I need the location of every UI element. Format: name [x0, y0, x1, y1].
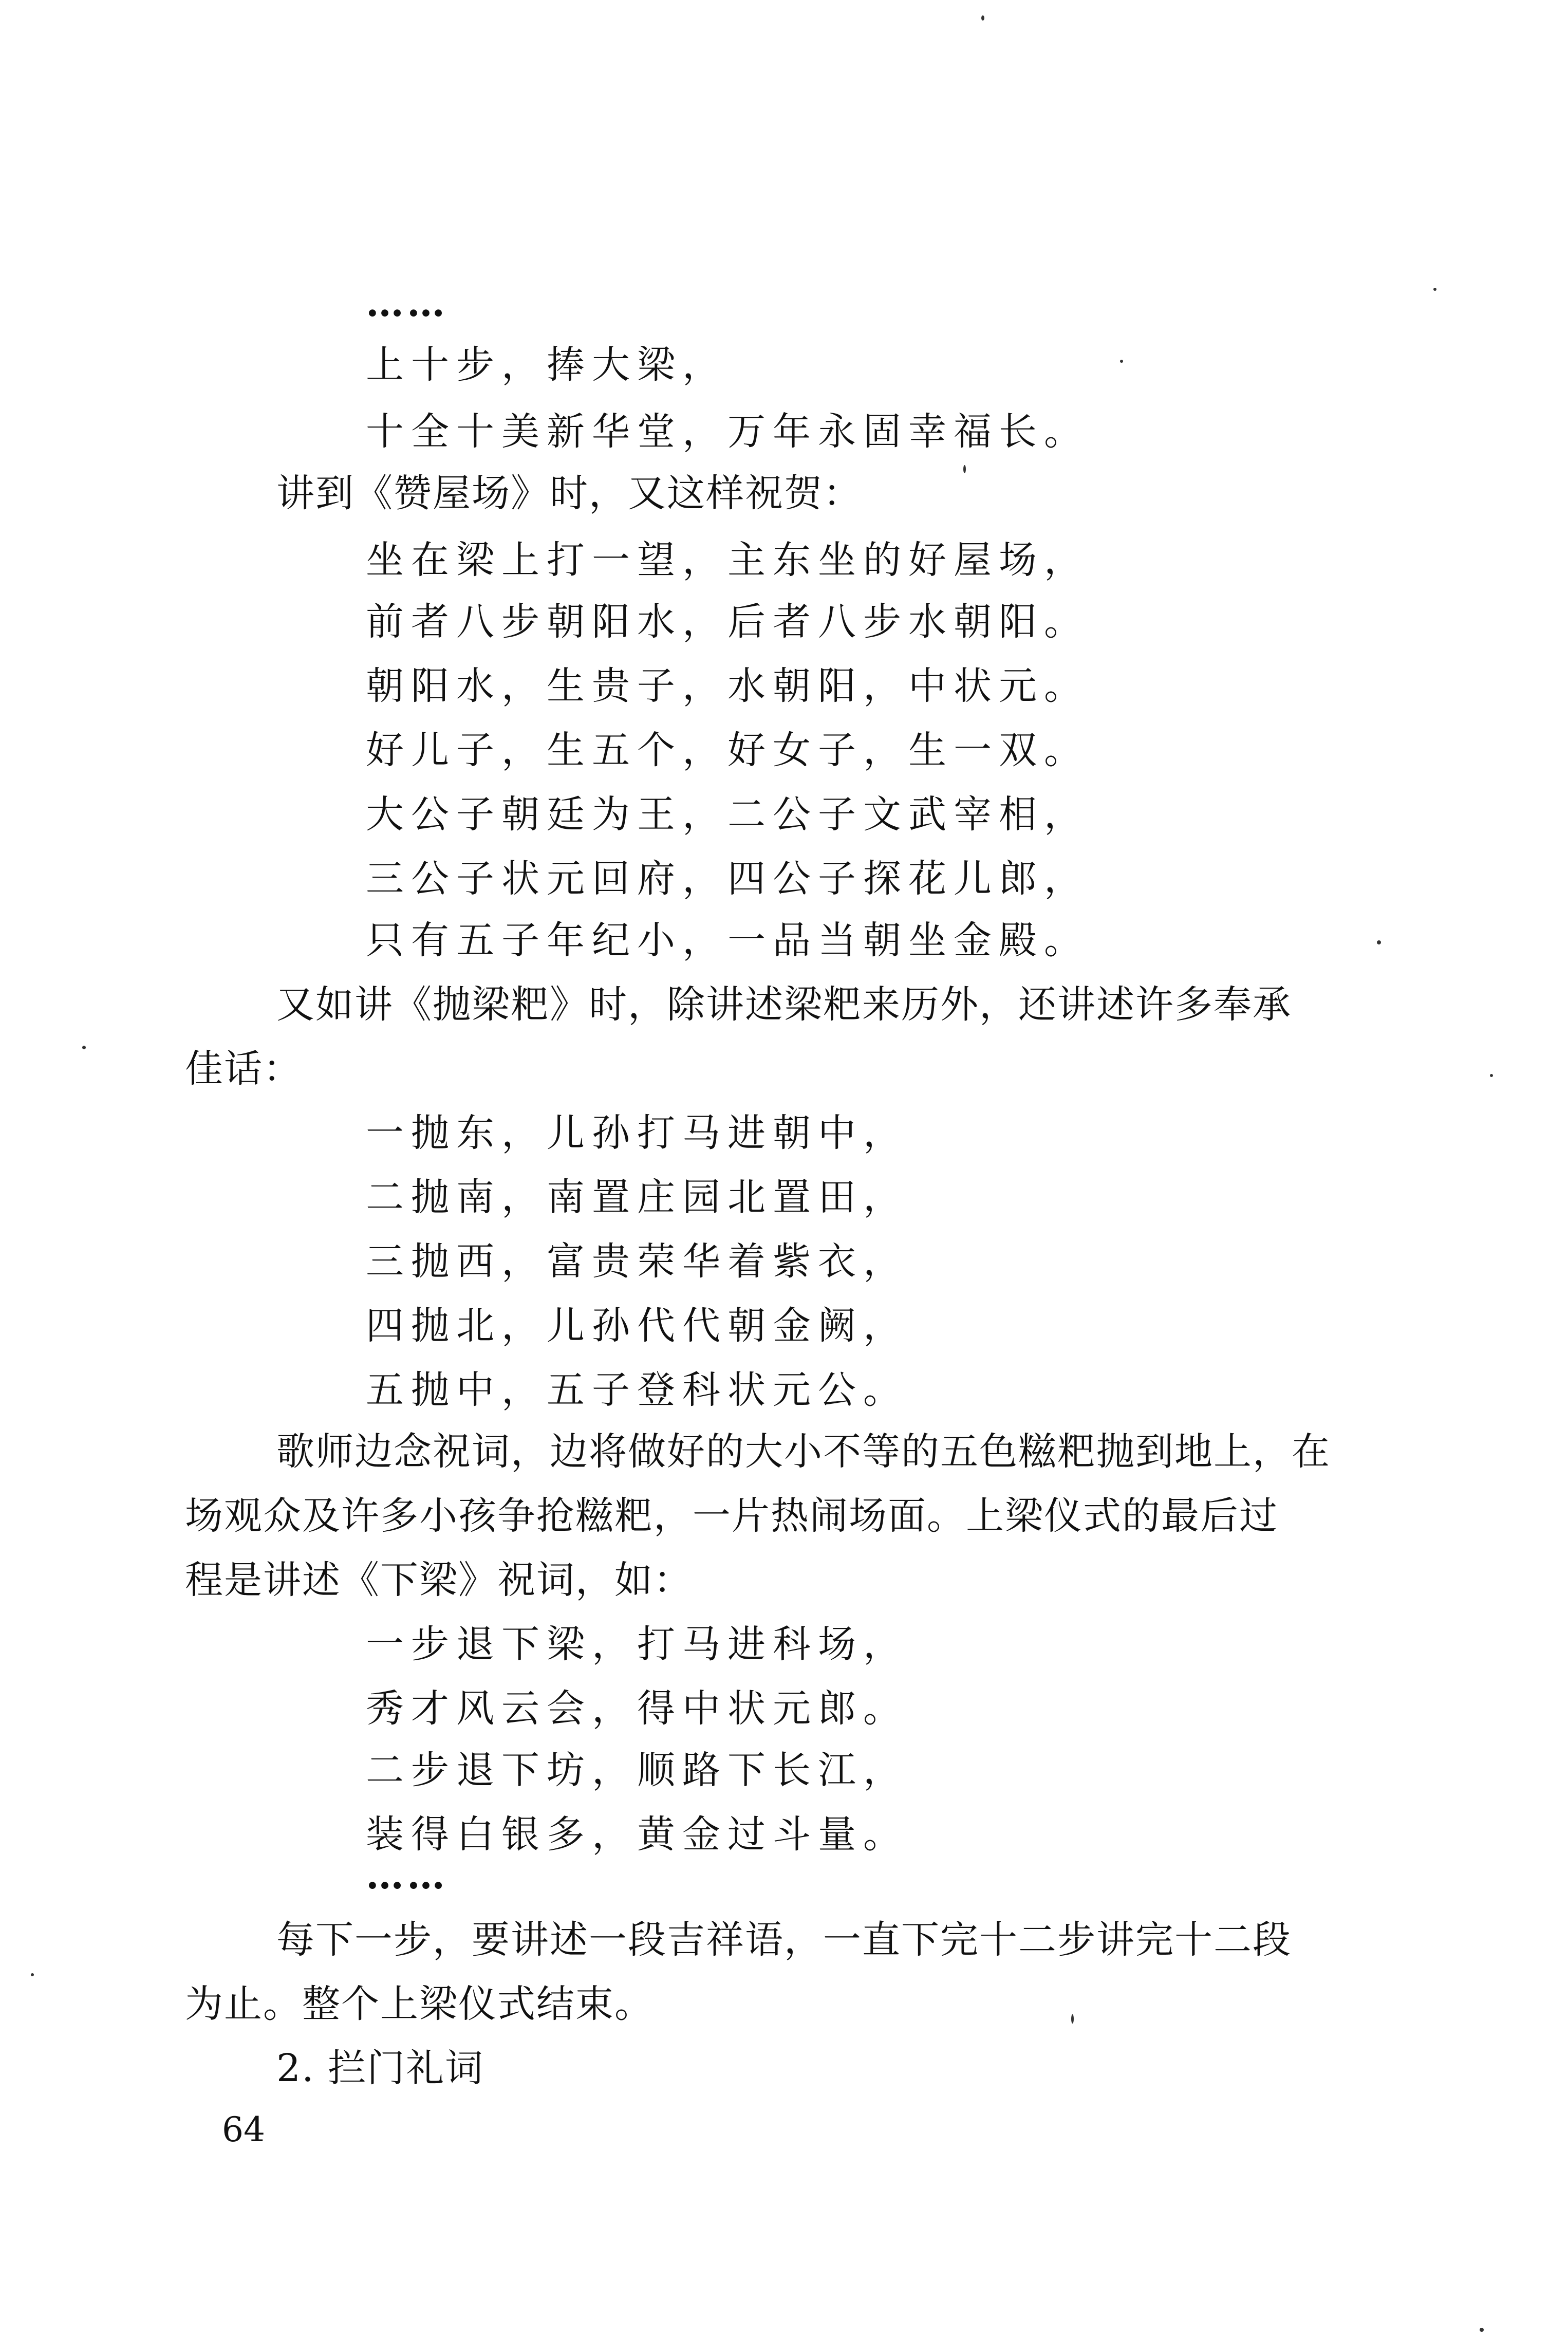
scan-speck: [1480, 2328, 1484, 2332]
scan-speck: [1071, 2014, 1074, 2024]
verse-line: 四抛北，儿孙代代朝金阙，: [366, 1304, 908, 1348]
section-heading: 2. 拦门礼词: [276, 2046, 484, 2090]
scan-speck: [1377, 940, 1381, 944]
paragraph-line: 歌师边念祝词，边将做好的大小不等的五色糍粑抛到地上，在: [276, 1430, 1331, 1474]
verse-line: 只有五子年纪小，一品当朝坐金殿。: [366, 918, 1089, 962]
verse-line: 朝阳水，生贵子，水朝阳，中状元。: [366, 664, 1089, 708]
scan-speck: [1120, 360, 1123, 363]
scan-speck: [82, 1046, 86, 1049]
ellipsis-bottom: ……: [366, 1853, 448, 1898]
verse-line: 秀才风云会，得中状元郎。: [366, 1686, 908, 1731]
verse-line: 好儿子，生五个，好女子，生一双。: [366, 728, 1089, 772]
paragraph-line: 又如讲《抛梁粑》时，除讲述梁粑来历外，还讲述许多奉承: [276, 982, 1292, 1027]
scan-speck: [1490, 1074, 1493, 1077]
paragraph-line: 佳话：: [185, 1047, 302, 1091]
verse-line: 一步退下梁，打马进科场，: [366, 1622, 908, 1666]
verse-line: 十全十美新华堂，万年永固幸福长。: [366, 410, 1089, 454]
scan-speck: [981, 15, 984, 21]
paragraph-line: 场观众及许多小孩争抢糍粑，一片热闹场面。上梁仪式的最后过: [185, 1494, 1278, 1538]
paragraph-line: 程是讲述《下梁》祝词，如：: [185, 1558, 693, 1602]
verse-line: 二步退下坊，顺路下长江，: [366, 1748, 908, 1792]
verse-line: 上十步，捧大梁，: [366, 343, 727, 387]
scan-speck: [1433, 288, 1436, 291]
scan-speck: [963, 465, 966, 473]
paragraph-line: 讲到《赞屋场》时，又这样祝贺：: [276, 471, 862, 515]
scan-speck: [31, 1973, 34, 1976]
ellipsis-top: ……: [366, 281, 448, 325]
page-number: 64: [222, 2110, 265, 2149]
verse-line: 二抛南，南置庄园北置田，: [366, 1175, 908, 1219]
verse-line: 三抛西，富贵荣华着紫衣，: [366, 1239, 908, 1284]
verse-line: 装得白银多，黄金过斗量。: [366, 1812, 908, 1857]
verse-line: 大公子朝廷为王，二公子文武宰相，: [366, 792, 1089, 837]
verse-line: 一抛东，儿孙打马进朝中，: [366, 1111, 908, 1155]
verse-line: 前者八步朝阳水，后者八步水朝阳。: [366, 600, 1089, 644]
verse-line: 五抛中，五子登科状元公。: [366, 1368, 908, 1412]
verse-line: 三公子状元回府，四公子探花儿郎，: [366, 857, 1089, 901]
paragraph-line: 为止。整个上梁仪式结束。: [185, 1982, 654, 2026]
verse-line: 坐在梁上打一望，主东坐的好屋场，: [366, 538, 1089, 582]
paragraph-line: 每下一步，要讲述一段吉祥语，一直下完十二步讲完十二段: [276, 1918, 1292, 1962]
